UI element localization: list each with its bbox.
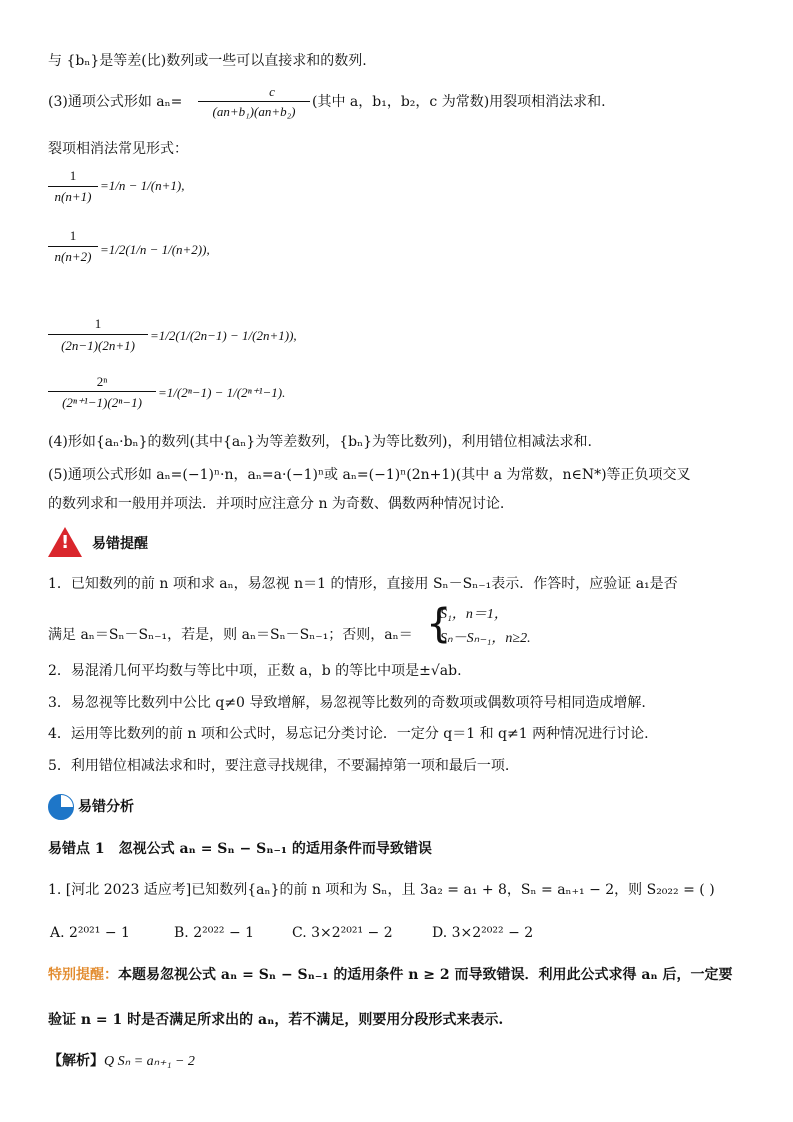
warning-p3: 3．易忽视等比数列中公比 q≠0 导致增解，易忽视等比数列的奇数项或偶数项符号相同造成增解.: [48, 695, 646, 711]
error-point-title: 易错点 1 忽视公式 aₙ = Sₙ − Sₙ₋₁ 的适用条件而导致错误: [48, 841, 432, 857]
solution-line: [48, 1052, 195, 1071]
f4-bar: [48, 391, 156, 392]
f2-rhs: =1/2(1/n − 1/(n+2)),: [100, 242, 210, 257]
warning-p1-line1: 1．已知数列的前 n 项和求 aₙ，易忽视 n＝1 的情形，直接用 Sₙ－Sₙ₋₁表示．作答时，应验证 a₁是否: [48, 576, 678, 592]
warning-p5: 5．利用错位相减法求和时，要注意寻找规律，不要漏掉第一项和最后一项.: [48, 758, 510, 774]
tip-line1: [48, 966, 733, 984]
tip-text-1: 本题易忽视公式 aₙ = Sₙ − Sₙ₋₁ 的适用条件 n ≥ 2 而导致错误．利用此公式求得 aₙ 后，一定要: [118, 967, 733, 983]
item3-fraction-bar: [198, 101, 310, 102]
item3-numerator: c: [269, 84, 275, 99]
common-forms-heading: 裂项相消法常见形式：: [48, 141, 188, 157]
f1-bar: [48, 186, 98, 187]
f2-numerator: 1: [69, 228, 77, 243]
solution-text: Q Sₙ = aₙ₊₁ − 2: [104, 1054, 195, 1069]
item4: (4)形如{aₙ·bₙ}的数列(其中{aₙ}为等差数列，{bₙ}为等比数列)，利用错位相减法求和.: [48, 434, 592, 450]
warning-heading: 易错提醒: [92, 536, 148, 552]
item3-denominator: (an+b₁)(an+b₂): [212, 104, 296, 119]
f4-numerator: 2ⁿ: [96, 374, 108, 389]
f2-bar: [48, 246, 98, 247]
tip-label: 特别提醒：: [48, 967, 118, 983]
item3-prefix: (3)通项公式形如 aₙ=: [48, 94, 183, 110]
option-a: A. 2²⁰²¹ − 1: [50, 925, 130, 941]
option-d: D. 3×2²⁰²² − 2: [432, 925, 534, 941]
f3-rhs: =1/2(1/(2n−1) − 1/(2n+1)),: [150, 328, 297, 343]
f3-denominator: (2n−1)(2n+1): [61, 338, 135, 353]
option-c: C. 3×2²⁰²¹ − 2: [292, 925, 393, 941]
f4-denominator: (2ⁿ⁺¹−1)(2ⁿ−1): [62, 395, 142, 410]
item5-line1: (5)通项公式形如 aₙ=(−1)ⁿ·n，aₙ=a·(−1)ⁿ或 aₙ=(−1)ⁿ(2n+1)(其中 a 为常数，n∈N*)等正负项交叉: [48, 467, 691, 483]
solution-label: 【解析】: [48, 1053, 104, 1069]
item5-line2: 的数列求和一般用并项法．并项时应注意分 n 为奇数、偶数两种情况讨论.: [48, 496, 505, 512]
f4-rhs: =1/(2ⁿ−1) − 1/(2ⁿ⁺¹−1).: [158, 385, 286, 400]
f1-denominator: n(n+1): [54, 189, 92, 204]
item3-suffix: (其中 a，b₁，b₂，c 为常数)用裂项相消法求和.: [312, 94, 606, 110]
analysis-heading: 易错分析: [78, 799, 134, 815]
case-1: S₁，n＝1，: [440, 607, 508, 622]
f1-numerator: 1: [69, 168, 77, 183]
warning-p2: 2．易混淆几何平均数与等比中项，正数 a，b 的等比中项是±√ab.: [48, 663, 462, 679]
cases-brace: {: [426, 601, 452, 647]
case-2: Sₙ－Sₙ₋₁，n≥2.: [440, 631, 531, 646]
f3-numerator: 1: [94, 316, 102, 331]
option-b: B. 2²⁰²² − 1: [174, 925, 255, 941]
warning-p4: 4．运用等比数列的前 n 项和公式时，易忘记分类讨论．一定分 q＝1 和 q≠1 两种情况进行讨论.: [48, 726, 649, 742]
f2-denominator: n(n+2): [54, 249, 92, 264]
pie-icon: [48, 794, 74, 820]
f1-rhs: =1/n − 1/(n+1),: [100, 178, 185, 193]
intro-line: 与 {bₙ}是等差(比)数列或一些可以直接求和的数列.: [48, 53, 367, 69]
warning-p1-line2: 满足 aₙ＝Sₙ－Sₙ₋₁，若是，则 aₙ＝Sₙ－Sₙ₋₁；否则，aₙ＝: [48, 627, 413, 643]
tip-line2: 验证 n = 1 时是否满足所求出的 aₙ，若不满足，则要用分段形式来表示.: [48, 1012, 504, 1028]
question-1: 1. [河北 2023 适应考]已知数列{aₙ}的前 n 项和为 Sₙ，且 3a₂ = a₁ + 8，Sₙ = aₙ₊₁ − 2，则 S₂₀₂₂ = ( ): [48, 882, 715, 898]
exclamation-icon: !: [61, 532, 70, 553]
f3-bar: [48, 334, 148, 335]
